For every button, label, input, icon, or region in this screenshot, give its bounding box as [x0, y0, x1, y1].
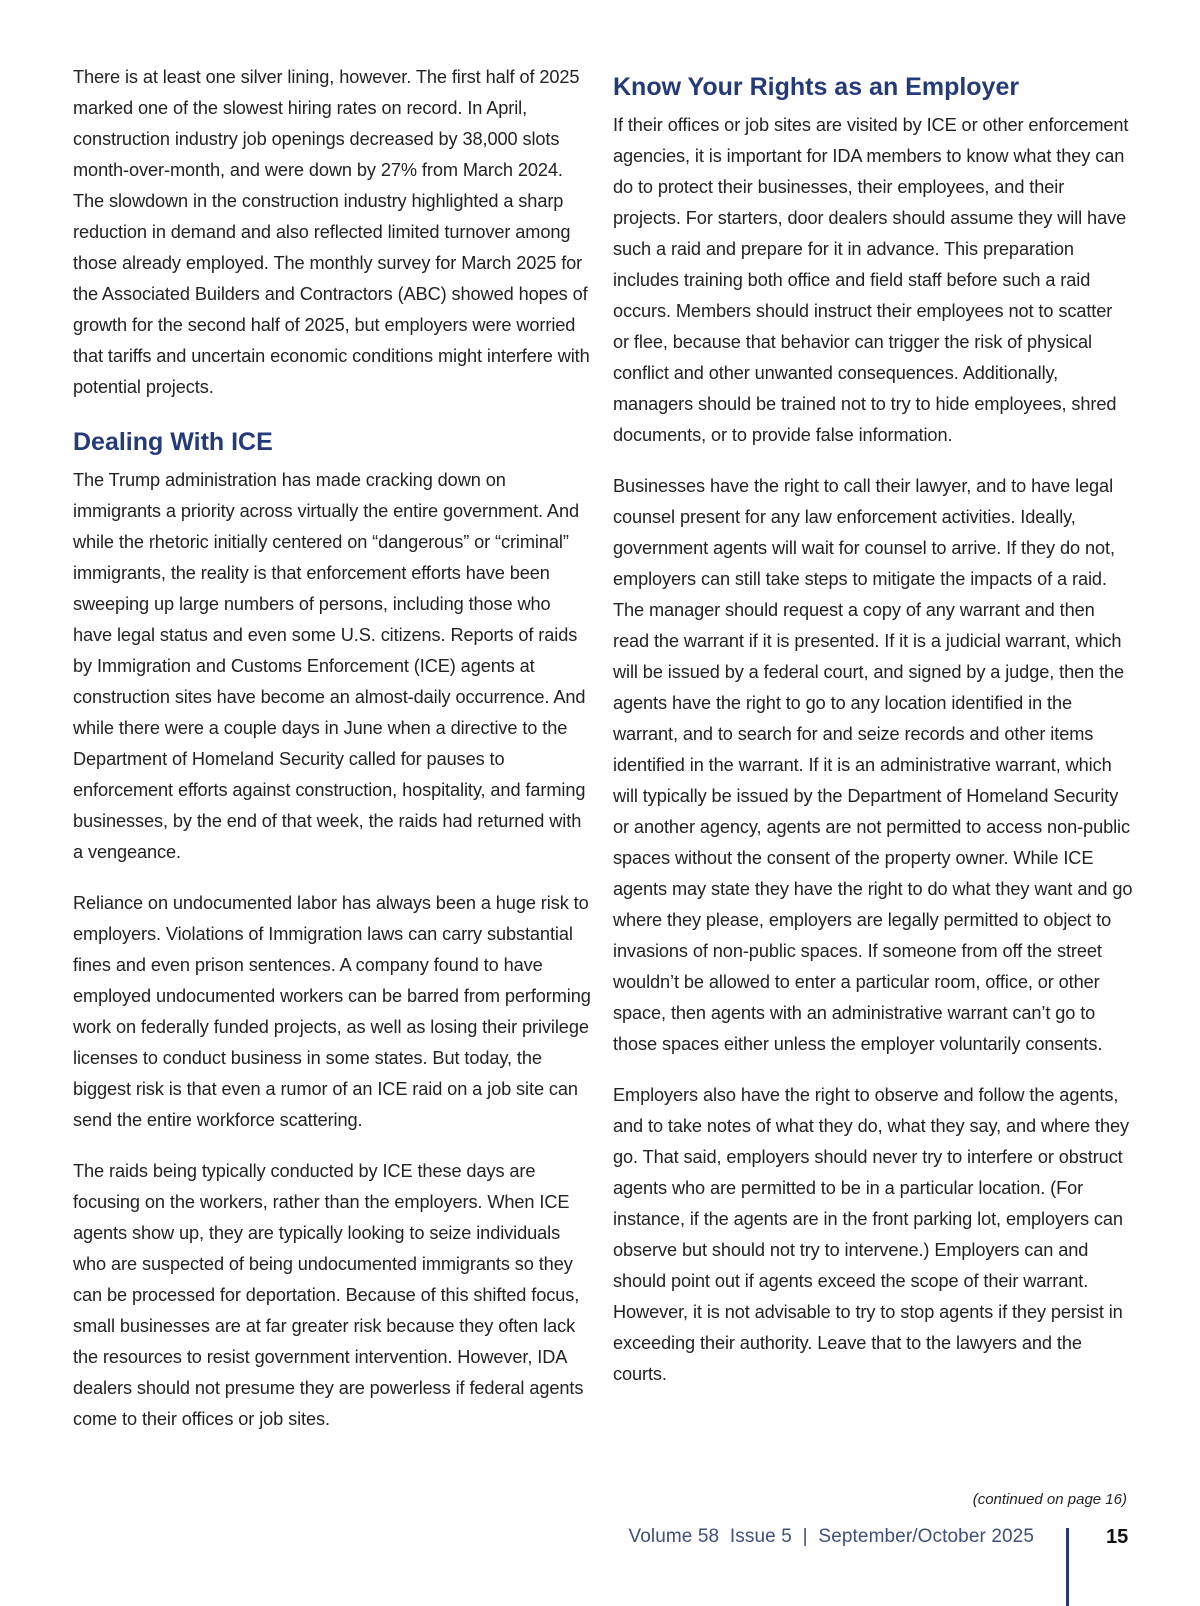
section-heading-dealing-with-ice: Dealing With ICE	[73, 428, 273, 456]
intro-paragraph: There is at least one silver lining, however. The first half of 2025 marked one of the slowest hiring rates on record. In April, construction industry job openings decreased by 38,000 slots month-over-month, and were down by 27% from March 2024. The slowdown in the construction industry highlighted a sharp reduction in demand and also reflected limited turnover among those already employed. The monthly survey for March 2025 for the Associated Builders and Contractors (ABC) showed hopes of growth for the second half of 2025, but employers were worried that tariffs and uncertain economic conditions might interfere with potential projects.	[73, 67, 590, 397]
body-paragraph: Employers also have the right to observe and follow the agents, and to take notes of what they do, what they say, and where they go. That said, employers should never try to interfere or obstruct agents who are permitted to be in a particular location. (For instance, if the agents are in the front parking lot, employers can observe but should not try to intervene.) Employers can and should point out if agents exceed the scope of their warrant. However, it is not advisable to try to stop agents if they persist in exceeding their authority. Leave that to the lawyers and the courts.	[613, 1085, 1129, 1384]
body-paragraph: Reliance on undocumented labor has always been a huge risk to employers. Violations of Immigration laws can carry substantial fines and even prison sentences. A company found to have employed undocumented workers can be barred from performing work on federally funded projects, as well as losing their privilege licenses to conduct business in some states. But today, the biggest risk is that even a rumor of an ICE raid on a job site can send the entire workforce scattering.	[73, 893, 591, 1130]
right-column	[613, 62, 1133, 1410]
body-paragraph: The raids being typically conducted by ICE these days are focusing on the workers, rather than the employers. When ICE agents show up, they are typically looking to seize individuals who are suspected of being undocumented immigrants so they can be processed for deportation. Because of this shifted focus, small businesses are at far greater risk because they often lack the resources to resist government intervention. However, IDA dealers should not presume they are powerless if federal agents come to their offices or job sites.	[73, 1161, 584, 1429]
footer-divider	[1066, 1528, 1069, 1606]
section-heading-know-your-rights: Know Your Rights as an Employer	[613, 73, 1020, 101]
page-number: 15	[1106, 1526, 1129, 1548]
body-paragraph: Businesses have the right to call their lawyer, and to have legal counsel present for any law enforcement activities. Ideally, government agents will wait for counsel to arrive. If they do not, employers can still take steps to mitigate the impacts of a raid. The manager should request a copy of any warrant and then read the warrant if it is presented. If it is a judicial warrant, which will be issued by a federal court, and signed by a judge, then the agents have the right to go to any location identified in the warrant, and to search for and seize records and other items identified in the warrant. If it is an administrative warrant, which will typically be issued by the Department of Homeland Security or another agency, agents are not permitted to access non-public spaces without the consent of the property owner. While ICE agents may state they have the right to do what they want and go where they please, employers are legally permitted to object to invasions of non-public spaces. If someone from off the street wouldn’t be allowed to enter a particular room, office, or other space, then agents with an administrative warrant can’t go to those spaces either unless the employer voluntarily consents.	[613, 476, 1133, 1054]
continued-note: (continued on page 16)	[972, 1491, 1127, 1508]
left-column	[73, 62, 593, 1455]
body-paragraph: The Trump administration has made cracking down on immigrants a priority across virtually the entire government. And while the rhetoric initially centered on “dangerous” or “criminal” immigrants, the reality is that enforcement efforts have been sweeping up large numbers of persons, including those who have legal status and even some U.S. citizens. Reports of raids by Immigration and Customs Enforcement (ICE) agents at construction sites have become an almost-daily occurrence. And while there were a couple days in June when a directive to the Department of Homeland Security called for pauses to enforcement efforts against construction, hospitality, and farming businesses, by the end of that week, the raids had returned with a vengeance.	[73, 470, 586, 862]
body-paragraph: If their offices or job sites are visited by ICE or other enforcement agencies, it is important for IDA members to know what they can do to protect their businesses, their employees, and their projects. For starters, door dealers should assume they will have such a raid and prepare for it in advance. This preparation includes training both office and field staff before such a raid occurs. Members should instruct their employees not to scatter or flee, because that behavior can trigger the risk of physical conflict and other unwanted consequences. Additionally, managers should be trained not to try to hide employees, shred documents, or to provide false information.	[613, 115, 1129, 445]
footer-issue-info: Volume 58 Issue 5 | September/October 2025	[628, 1526, 1034, 1547]
